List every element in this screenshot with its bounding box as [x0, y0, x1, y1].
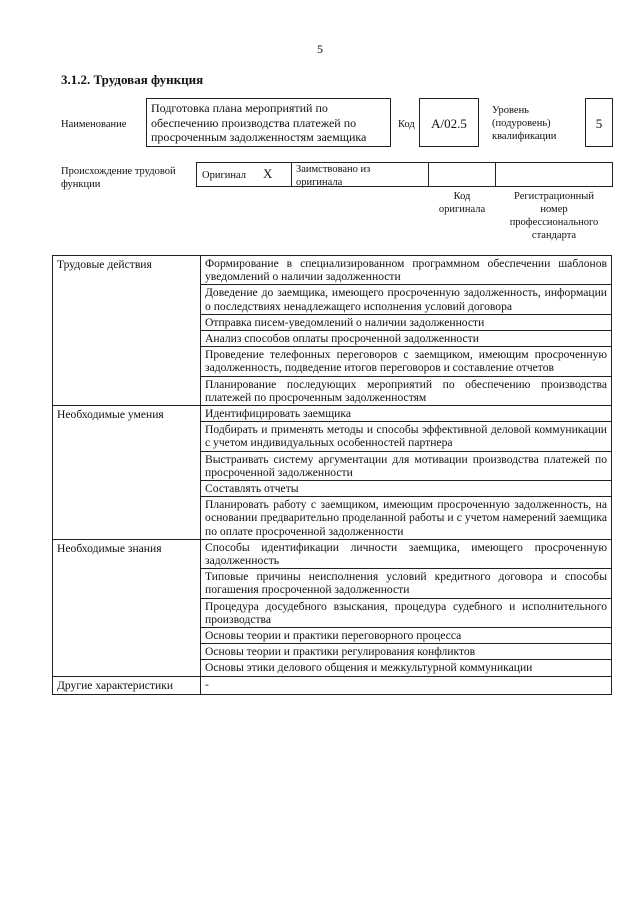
- reg-number-cell: [495, 162, 613, 187]
- function-name-box: Подготовка плана мероприятий по обеспечению производства платежей по просроченным задолженностям заемщика: [146, 98, 391, 147]
- list-item: Идентифицировать заемщика: [201, 406, 611, 422]
- table-row: [53, 676, 612, 694]
- page-number: 5: [317, 42, 323, 56]
- list-item: Планирование последующих мероприятий по обеспечению производства платежей по просроченным задолженностям: [205, 377, 607, 404]
- code-value-box: А/02.5: [419, 98, 479, 147]
- list-item: Планировать работу с заемщиком, имеющим просроченную задолженность, на основании предварительно проделанной работы и с учетом намерений заемщика по оплате просроченной задолженности: [205, 498, 607, 538]
- table-row: [53, 539, 612, 676]
- function-details-table: [52, 255, 612, 695]
- original-cell: [196, 162, 292, 187]
- list-item: -: [205, 677, 209, 691]
- list-item: Составлять отчеты: [201, 481, 611, 497]
- category-cell: Необходимые знания: [53, 539, 201, 676]
- list-item: Анализ способов оплаты просроченной задолженности: [201, 331, 611, 347]
- category-cell: Необходимые умения: [53, 406, 201, 540]
- reg-number-label: Регистрационный номер профессионального стандарта: [509, 191, 599, 241]
- level-label: Уровень (подуровень) квалификации: [492, 105, 557, 142]
- list-item: Типовые причины неисполнения условий кредитного договора и способы погашения просроченной задолженности: [201, 569, 611, 598]
- list-item: Отправка писем-уведомлений о наличии задолженности: [201, 315, 611, 331]
- original-label: Оригинал: [202, 170, 246, 181]
- list-item: Основы этики делового общения и межкультурной коммуникации: [205, 661, 533, 675]
- list-item: Основы теории и практики регулирования конфликтов: [201, 644, 611, 660]
- list-item: Проведение телефонных переговоров с заемщиком, имеющим просроченную задолженность, подведение итогов переговоров и составление отчетов: [201, 347, 611, 376]
- list-item: Основы теории и практики переговорного процесса: [201, 628, 611, 644]
- category-cell: Трудовые действия: [53, 256, 201, 406]
- origin-label: Происхождение трудовой функции: [61, 166, 176, 190]
- table-row: [53, 406, 612, 540]
- level-value-box: 5: [585, 98, 613, 147]
- code-label: Код: [398, 119, 415, 130]
- list-item: Выстраивать систему аргументации для мотивации производства платежей по просроченной задолженности: [201, 452, 611, 481]
- section-title: 3.1.2. Трудовая функция: [61, 72, 204, 87]
- list-item: Процедура досудебного взыскания, процедура судебного и исполнительного производства: [201, 599, 611, 628]
- category-cell: Другие характеристики: [53, 676, 201, 694]
- borrowed-cell: [291, 162, 429, 187]
- borrowed-label: Заимствовано из оригинала: [296, 164, 371, 188]
- list-item: Подбирать и применять методы и способы эффективной деловой коммуникации с учетом индивидуальных особенностей партнера: [201, 422, 611, 451]
- name-label: Наименование: [61, 119, 127, 130]
- list-item: Доведение до заемщика, имеющего просроченную задолженность, информации о последствиях ненадлежащего исполнения условий договора: [201, 285, 611, 314]
- list-item: Способы идентификации личности заемщика, имеющего просроченную задолженность: [201, 540, 611, 569]
- original-mark: X: [263, 166, 273, 181]
- list-item: Формирование в специализированном программном обеспечении шаблонов уведомлений о наличии задолженности: [201, 256, 611, 285]
- table-row: [53, 256, 612, 406]
- code-original-label: Код оригинала: [438, 191, 486, 215]
- code-original-cell: [428, 162, 496, 187]
